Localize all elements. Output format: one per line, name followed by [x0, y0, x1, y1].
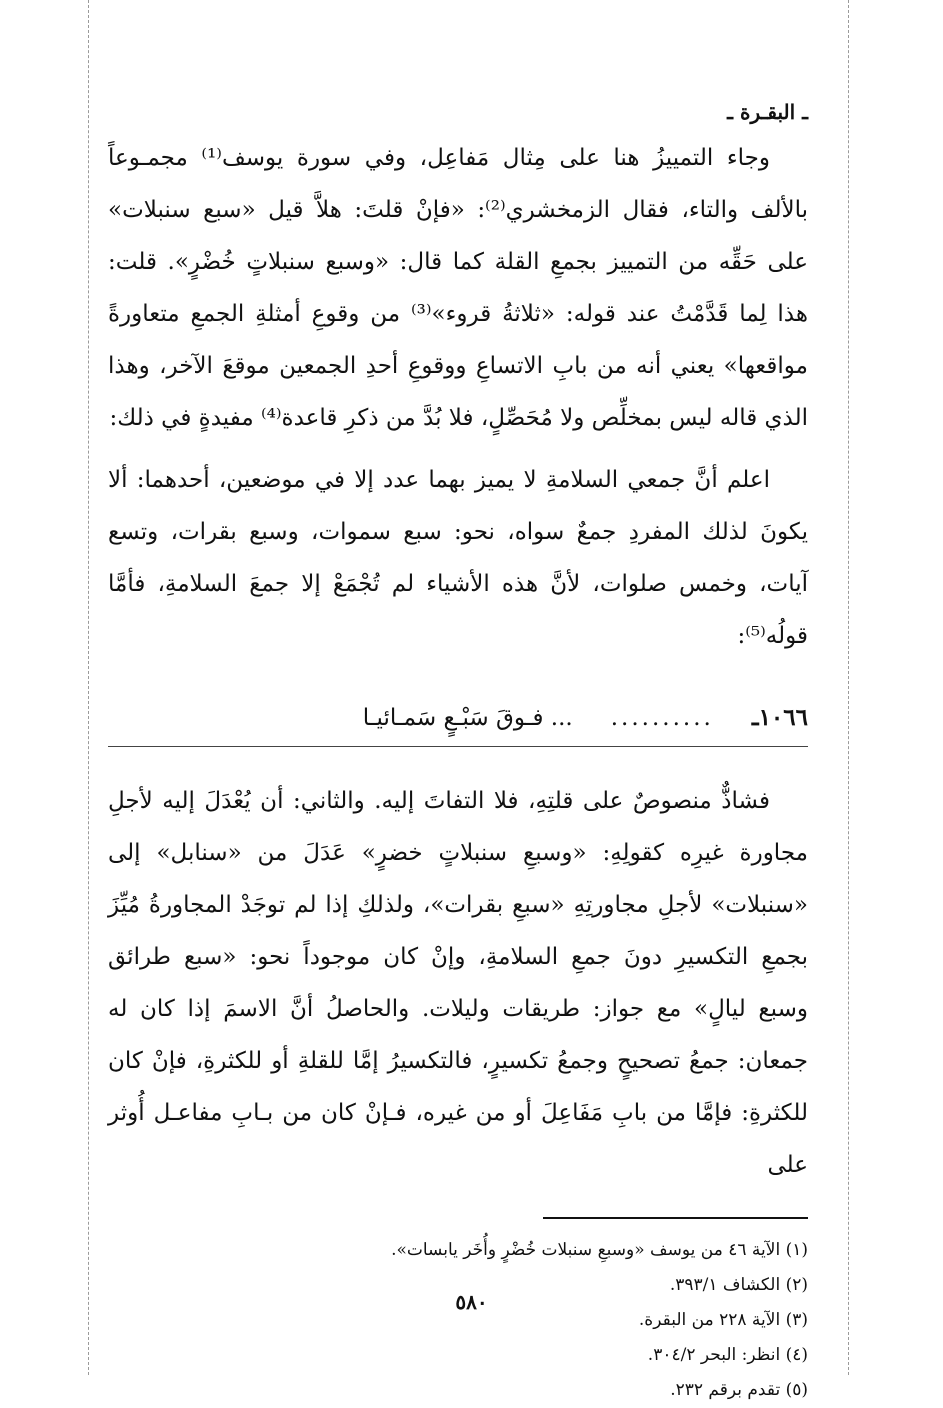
running-head: ـ البقـرة ـ [727, 100, 808, 124]
footnote: (٢) الكشاف ٣٩٣/١. [669, 1275, 808, 1295]
page-body [108, 92, 808, 1408]
footnote: (٥) تقدم برقم ٢٣٢. [670, 1380, 808, 1400]
scan-margin-line-right [848, 0, 849, 1375]
verse-number: ١٠٦٦ـ [751, 704, 808, 731]
footnote: (٤) انظر: البحر ٣٠٤/٢. [647, 1345, 808, 1365]
page-number: ٥٨٠ [455, 1290, 488, 1314]
verse-line [108, 692, 808, 747]
paragraph: فشاذٌّ منصوصٌ على قلتِهِ، فلا التفاتَ إليه. والثاني: أن يُعْدَلَ إليه لأجلِ مجاورة غيرِه كقولِهِ: «وسبعِ سنبلاتٍ خضرٍ» عَدَلَ من «سنابل» إلى «سنبلات» لأجلِ مجاورتِهِ «سبعِ بقرات»، ولذلكِ إذا لم توجَدْ المجاورةُ مُيِّزَ بجمعِ التكسيرِ دونَ جمعِ السلامةِ، وإنْ كان موجوداً نحو: «سبع طرائق وسبع ليالٍ» مع جواز: طريقات وليلات. والحاصلُ أنَّ الاسمَ إذا كان له جمعان: جمعُ تصحيحٍ وجمعُ تكسيرٍ، فالتكسيرُ إمَّا للقلةِ أو للكثرةِ، فإنْ كان للكثرةِ: فإمَّا من بابِ مَفَاعِلَ أو من غيره، فـإنْ كان من بـابِ مفاعـل أُوثر على [108, 788, 808, 1178]
footnote: (١) الآية ٤٦ من يوسف «وسبعِ سنبلات خُضْرٍ وأُخَر يابسات». [391, 1240, 808, 1260]
verse-text: ... فـوقَ سَبْـعٍ سَمـائيـا [362, 705, 573, 731]
scan-margin-line-left [88, 0, 89, 1375]
paragraph: اعلم أنَّ جمعي السلامةِ لا يميز بهما عدد إلا في موضعين، أحدهما: ألا يكونَ لذلك المفردِ جمعٌ سواه، نحو: سبع سموات، وسبع بقرات، وتسع آيات، وخمس صلوات، لأنَّ هذه الأشياء لم تُجْمَعْ إلا جمعَ السلامةِ، فأمَّا قولُه⁽⁵⁾: [108, 467, 808, 649]
footnote-separator [543, 1217, 808, 1219]
paragraph: وجاء التمييزُ هنا على مِثال مَفاعِل، وفي سورة يوسف⁽¹⁾ مجمـوعاً بالألف والتاء، فقال الزمخشري⁽²⁾: «فإنْ قلتَ: هلاَّ قيل «سبع سنبلات» على حَقِّه من التمييز بجمعِ القلة كما قال: «وسبع سنبلاتٍ خُضْرٍ». قلت: هذا لِما قَدَّمْتُ عند قوله: «ثلاثةُ قروء»⁽³⁾ من وقوعِ أمثلةِ الجمعِ متعاورةً مواقعها» يعني أنه من بابِ الاتساعِ ووقوعِ أحدِ الجمعين موقعَ الآخر، وهذا الذي قاله ليس بمخلِّص ولا مُحَصِّلٍ، فلا بُدَّ من ذكرِ قاعدة⁽⁴⁾ مفيدةٍ في ذلك: [108, 145, 809, 431]
footnotes-list [108, 1233, 808, 1408]
verse-ellipsis: .......... [610, 705, 714, 731]
footnote: (٣) الآية ٢٢٨ من البقرة. [638, 1310, 808, 1330]
